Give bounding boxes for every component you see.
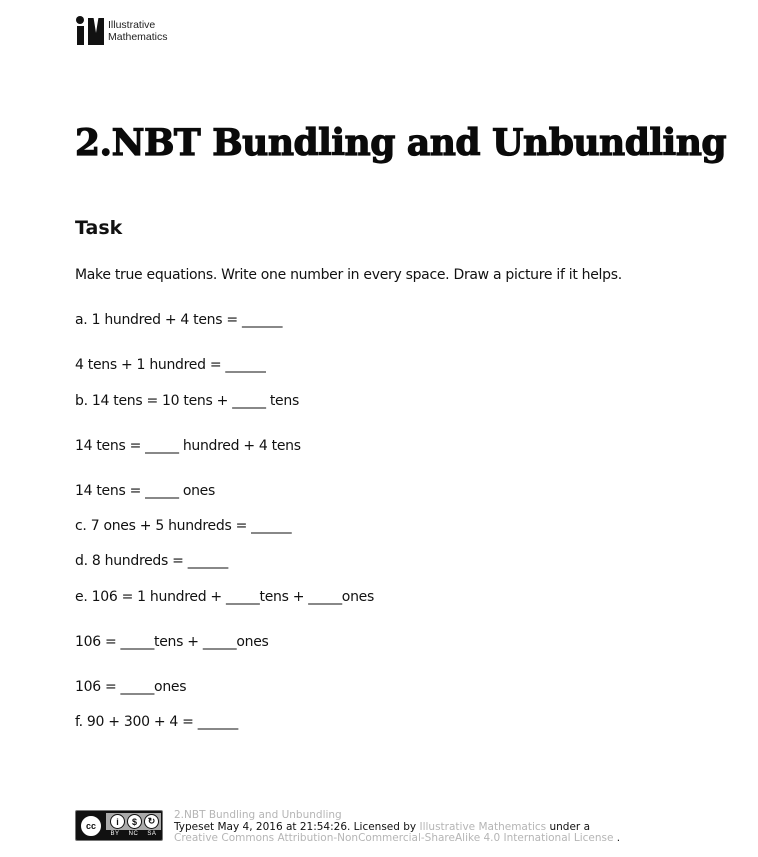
publisher-link[interactable]: Illustrative Mathematics: [419, 820, 547, 833]
logo-line-1: Illustrative: [108, 19, 156, 31]
task-instructions: Make true equations. Write one number in every space. Draw a picture if it helps.: [75, 267, 622, 283]
section-heading-task: Task: [75, 217, 123, 239]
problem-b-line-3: 14 tens = _____ ones: [75, 483, 215, 499]
license-link[interactable]: Creative Commons Attribution-NonCommercial-ShareAlike 4.0 International License: [174, 832, 614, 844]
problem-c-line-1: c. 7 ones + 5 hundreds = ______: [75, 518, 292, 534]
page-title: 2.NBT Bundling and Unbundling: [75, 122, 727, 164]
im-logo-icon: [76, 16, 110, 46]
badge-labels: [106, 831, 161, 837]
problem-e-line-1: e. 106 = 1 hundred + _____tens + _____ones: [75, 589, 374, 605]
cc-by-nc-sa-icon[interactable]: [75, 810, 163, 841]
logo-line-2: Mathematics: [108, 31, 168, 43]
footer-text: [174, 810, 620, 845]
cc-icon: cc: [79, 814, 103, 838]
typeset-info: Typeset May 4, 2016 at 21:54:26. Licensed by: [174, 820, 420, 833]
nc-noncommercial-icon: $: [127, 814, 142, 829]
badge-label-sa: SA: [147, 831, 157, 837]
problem-e-line-3: 106 = _____ones: [75, 679, 187, 695]
problem-a-line-1: a. 1 hundred + 4 tens = ______: [75, 312, 283, 328]
problem-b-line-1: b. 14 tens = 10 tens + _____ tens: [75, 393, 299, 409]
license-suffix: .: [613, 832, 621, 844]
badge-label-nc: NC: [128, 831, 139, 837]
problem-d-line-1: d. 8 hundreds = ______: [75, 553, 228, 569]
footer-doc-title: 2.NBT Bundling and Unbundling: [174, 809, 342, 821]
typeset-suffix: under a: [546, 820, 591, 833]
problem-a-line-2: 4 tens + 1 hundred = ______: [75, 357, 266, 373]
by-attribution-icon: i: [110, 814, 125, 829]
illustrative-mathematics-logo: [76, 16, 168, 46]
problem-b-line-2: 14 tens = _____ hundred + 4 tens: [75, 438, 301, 454]
problem-e-line-2: 106 = _____tens + _____ones: [75, 634, 269, 650]
badge-label-by: BY: [110, 831, 120, 837]
footer: [75, 810, 620, 845]
problem-f-line-1: f. 90 + 300 + 4 = ______: [75, 714, 238, 730]
logo-wordmark: [108, 19, 168, 43]
sa-sharealike-icon: ↻: [144, 814, 159, 829]
